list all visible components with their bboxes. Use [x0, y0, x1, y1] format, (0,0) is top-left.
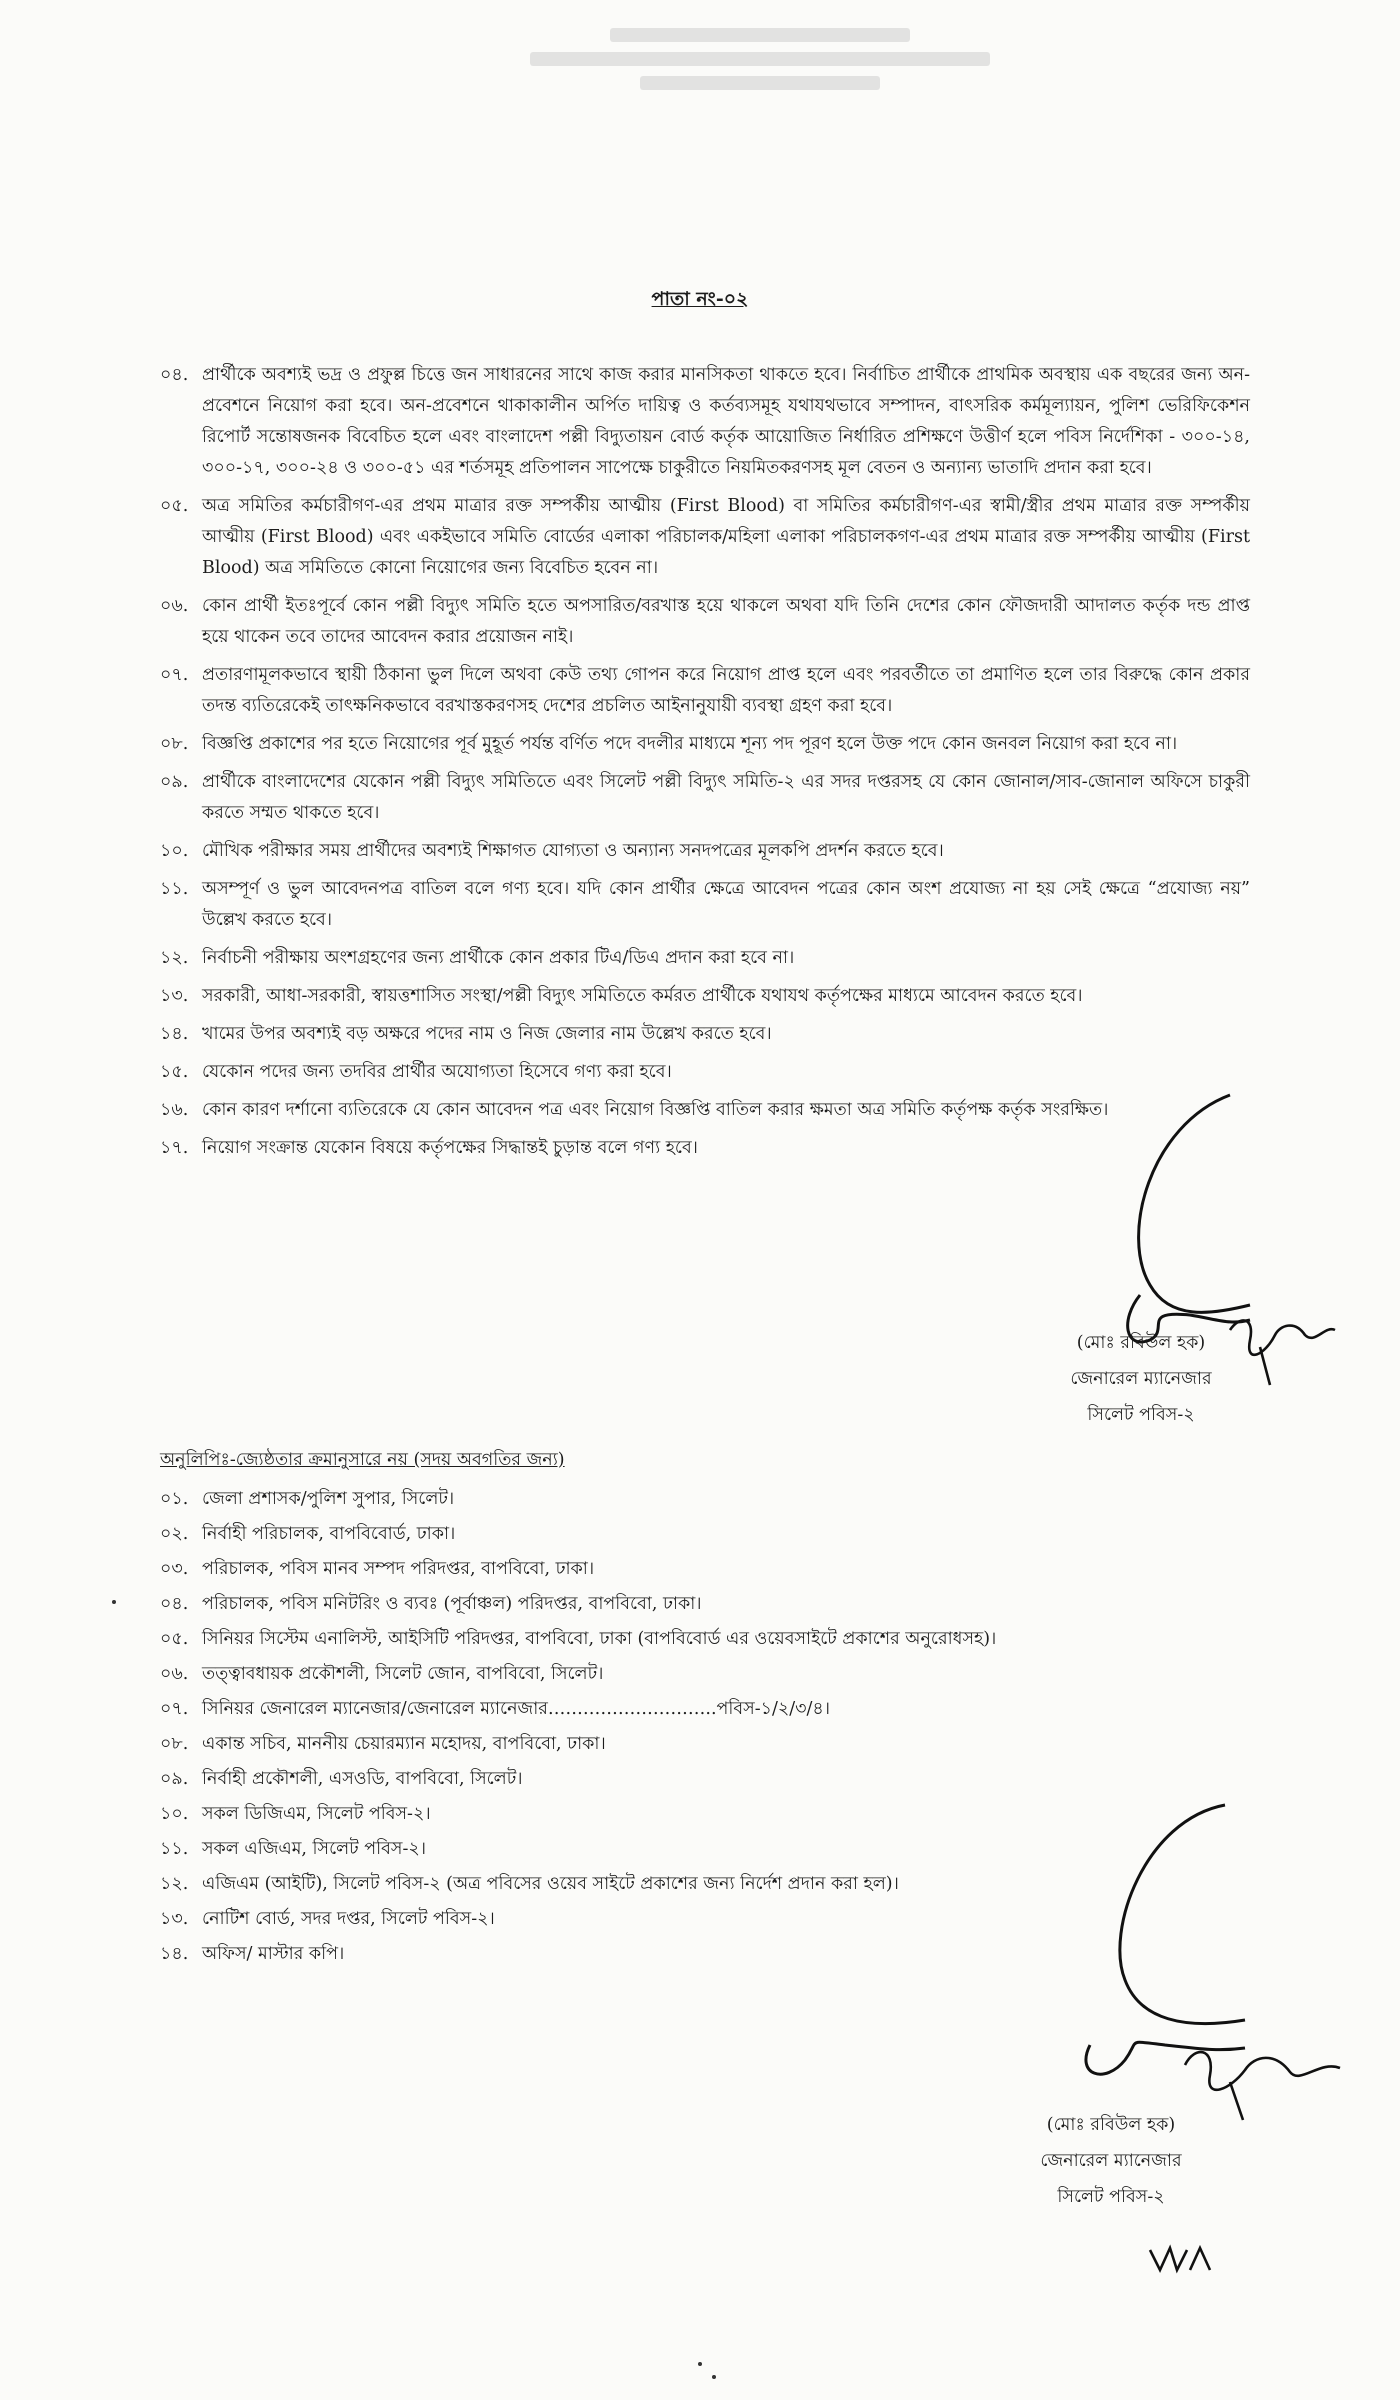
copy-to-number: ০২.: [160, 1524, 189, 1544]
copy-to-number: ০৯.: [160, 1769, 189, 1789]
condition-text: মৌখিক পরীক্ষার সময় প্রার্থীদের অবশ্যই শিক্ষাগত যোগ্যতা ও অন্যান্য সনদপত্রের মূলকপি প্রদর্শন করতে হবে।: [202, 841, 944, 861]
signature-2-svg: [1045, 1790, 1345, 2120]
condition-text: সরকারী, আধা-সরকারী, স্বায়ত্তশাসিত সংস্থা/পল্লী বিদ্যুৎ সমিতিতে কর্মরত প্রার্থীকে যথাযথ কর্তৃপক্ষের মাধ্যমে আবেদন করতে হবে।: [202, 986, 1083, 1006]
signatory-1-title: জেনারেল ম্যানেজার: [1070, 1369, 1212, 1389]
condition-number: ০৪.: [160, 365, 189, 385]
copy-to-item: [160, 1554, 1060, 1585]
copy-to-text: একান্ত সচিব, মাননীয় চেয়ারম্যান মহোদয়, বাপবিবো, ঢাকা।: [202, 1734, 606, 1754]
copy-to-number: ০৭.: [160, 1699, 189, 1719]
copy-to-number: ১১.: [160, 1839, 189, 1859]
copy-to-text: নোটিশ বোর্ড, সদর দপ্তর, সিলেট পবিস-২।: [202, 1909, 495, 1929]
copy-to-text: সিনিয়র সিস্টেম এনালিস্ট, আইসিটি পরিদপ্তর, বাপবিবো, ঢাকা (বাপবিবোর্ড এর ওয়েবসাইটে প্রকাশের অনুরোধসহ)।: [202, 1629, 997, 1649]
condition-text: কোন প্রার্থী ইতঃপূর্বে কোন পল্লী বিদ্যুৎ সমিতি হতে অপসারিত/বরখাস্ত হয়ে থাকলে অথবা যদি তিনি দেশের কোন ফৌজদারী আদালত কর্তৃক দন্ড প্রাপ্ত হয়ে থাকেন তবে তাদের আবেদন করার প্রয়োজন নাই।: [202, 596, 1250, 647]
condition-text: খামের উপর অবশ্যই বড় অক্ষরে পদের নাম ও নিজ জেলার নাম উল্লেখ করতে হবে।: [202, 1024, 772, 1044]
conditions-list: [160, 360, 1250, 1171]
copy-to-item: [160, 1904, 1060, 1935]
condition-text: প্রতারণামূলকভাবে স্থায়ী ঠিকানা ভুল দিলে অথবা কেউ তথ্য গোপন করে নিয়োগ প্রাপ্ত হলে এবং পরবর্তীতে তা প্রমাণিত হলে তার বিরুদ্ধে কোন প্রকার তদন্ত ব্যতিরেকেই তাৎক্ষনিকভাবে বরখাস্তকরণসহ দেশের প্রচলিত আইনানুযায়ী ব্যবস্থা গ্রহণ করা হবে।: [202, 665, 1250, 716]
copy-to-number: ০৫.: [160, 1629, 189, 1649]
condition-text: যেকোন পদের জন্য তদবির প্রার্থীর অযোগ্যতা হিসেবে গণ্য করা হবে।: [202, 1062, 672, 1082]
condition-number: ০৯.: [160, 772, 189, 792]
signatory-2-name: (মোঃ রবিউল হক): [1046, 2115, 1176, 2135]
copy-to-text: পরিচালক, পবিস মনিটরিং ও ব্যবঃ (পূর্বাঞ্চল) পরিদপ্তর, বাপবিবো, ঢাকা।: [202, 1594, 702, 1614]
condition-text: প্রার্থীকে অবশ্যই ভদ্র ও প্রফুল্ল চিত্তে জন সাধারনের সাথে কাজ করার মানসিকতা থাকতে হবে। নির্বাচিত প্রার্থীকে প্রাথমিক অবস্থায় এক বছরের জন্য অন-প্রবেশনে নিয়োগ করা হবে। অন-প্রবেশনে থাকাকালীন অর্পিত দায়িত্ব ও কর্তব্যসমূহ যথাযথভাবে সম্পাদন, বাৎসরিক কর্মমূল্যায়ন, পুলিশ ভেরিফিকেশন রিপোর্ট সন্তোষজনক বিবেচিত হলে এবং বাংলাদেশ পল্লী বিদ্যুতায়ন বোর্ড কর্তৃক আয়োজিত নির্ধারিত প্রশিক্ষণে উত্তীর্ণ হলে পবিস নির্দেশিকা - ৩০০-১৪, ৩০০-১৭, ৩০০-২৪ ও ৩০০-৫১ এর শর্তসমূহ প্রতিপালন সাপেক্ষে চাকুরীতে নিয়মিতকরণসহ মূল বেতন ও অন্যান্য ভাতাদি প্রদান করা হবে।: [202, 365, 1250, 478]
copy-to-item: [160, 1484, 1060, 1515]
scan-speck: [112, 1600, 116, 1604]
initials-drawing: [1145, 2240, 1215, 2280]
condition-number: ১৩.: [160, 986, 189, 1006]
copy-to-text: তত্ত্বাবধায়ক প্রকৌশলী, সিলেট জোন, বাপবিবো, সিলেট।: [202, 1664, 604, 1684]
copy-to-text: নির্বাহী পরিচালক, বাপবিবোর্ড, ঢাকা।: [202, 1524, 456, 1544]
condition-item: [160, 591, 1250, 653]
condition-text: প্রার্থীকে বাংলাদেশের যেকোন পল্লী বিদ্যুৎ সমিতিতে এবং সিলেট পল্লী বিদ্যুৎ সমিতি-২ এর সদর দপ্তরসহ যে কোন জোনাল/সাব-জোনাল অফিসে চাকুরী করতে সম্মত থাকতে হবে।: [202, 772, 1250, 823]
signatory-1-name: (মোঃ রবিউল হক): [1076, 1333, 1206, 1353]
condition-number: ০৭.: [160, 665, 189, 685]
copy-to-item: [160, 1869, 1060, 1900]
initials-svg: [1145, 2240, 1215, 2280]
copy-to-number: ০৬.: [160, 1664, 189, 1684]
signature-2-block: [1006, 2107, 1216, 2215]
copy-to-number: ১২.: [160, 1874, 189, 1894]
condition-text: বিজ্ঞপ্তি প্রকাশের পর হতে নিয়োগের পূর্ব মুহূর্ত পর্যন্ত বর্ণিত পদে বদলীর মাধ্যমে শূন্য পদ পূরণ হলে উক্ত পদে কোন জনবল নিয়োগ করা হবে না।: [202, 734, 1178, 754]
condition-text: অত্র সমিতির কর্মচারীগণ-এর প্রথম মাত্রার রক্ত সম্পর্কীয় আত্মীয় (First Blood) বা সমিতির কর্মচারীগণ-এর স্বামী/স্ত্রীর প্রথম মাত্রার রক্ত সম্পর্কীয় আত্মীয় (First Blood) এবং একইভাবে সমিতি বোর্ডের এলাকা পরিচালক/মহিলা এলাকা পরিচালকগণ-এর প্রথম মাত্রার রক্ত সম্পর্কীয় আত্মীয় (First Blood) অত্র সমিতিতে কোনো নিয়োগের জন্য বিবেচিত হবেন না।: [202, 496, 1250, 578]
copy-to-item: [160, 1519, 1060, 1550]
condition-item: [160, 729, 1250, 760]
condition-number: ১৭.: [160, 1138, 189, 1158]
condition-number: ০৮.: [160, 734, 189, 754]
condition-item: [160, 943, 1250, 974]
condition-text: অসম্পূর্ণ ও ভুল আবেদনপত্র বাতিল বলে গণ্য হবে। যদি কোন প্রার্থীর ক্ষেত্রে আবেদন পত্রের কোন অংশ প্রযোজ্য না হয় সেই ক্ষেত্রে “প্রযোজ্য নয়” উল্লেখ করতে হবে।: [202, 879, 1250, 930]
signatory-2-title: জেনারেল ম্যানেজার: [1040, 2151, 1182, 2171]
copy-to-number: ১৪.: [160, 1944, 189, 1964]
condition-number: ০৫.: [160, 496, 189, 516]
condition-text: কোন কারণ দর্শানো ব্যতিরেকে যে কোন আবেদন পত্র এবং নিয়োগ বিজ্ঞপ্তি বাতিল করার ক্ষমতা অত্র সমিতি কর্তৃপক্ষ কর্তৃক সংরক্ষিত।: [202, 1100, 1109, 1120]
signature-2-drawing: [1045, 1790, 1345, 2120]
signature-1-block: [1036, 1325, 1246, 1433]
copy-to-heading: অনুলিপিঃ-জ্যেষ্ঠতার ক্রমানুসারে নয় (সদয় অবগতির জন্য): [160, 1450, 565, 1470]
copy-to-text: নির্বাহী প্রকৌশলী, এসওডি, বাপবিবো, সিলেট।: [202, 1769, 523, 1789]
faint-letterhead-bleed: [520, 18, 1040, 128]
scan-speck: [698, 2362, 702, 2366]
copy-to-text: অফিস/ মাস্টার কপি।: [202, 1944, 345, 1964]
copy-to-text: সকল ডিজিএম, সিলেট পবিস-২।: [202, 1804, 431, 1824]
copy-to-text: সিনিয়র জেনারেল ম্যানেজার/জেনারেল ম্যানেজার………………………..পবিস-১/২/৩/৪।: [202, 1699, 831, 1719]
signatory-2-org: সিলেট পবিস-২: [1057, 2187, 1165, 2207]
copy-to-item: [160, 1659, 1060, 1690]
scan-speck: [712, 2375, 716, 2379]
condition-item: [160, 660, 1250, 722]
copy-to-item: [160, 1729, 1060, 1760]
copy-to-list: [160, 1484, 1060, 1974]
condition-item: [160, 874, 1250, 936]
condition-number: ১৪.: [160, 1024, 189, 1044]
condition-text: নির্বাচনী পরীক্ষায় অংশগ্রহণের জন্য প্রার্থীকে কোন প্রকার টিএ/ডিএ প্রদান করা হবে না।: [202, 948, 795, 968]
copy-to-text: সকল এজিএম, সিলেট পবিস-২।: [202, 1839, 427, 1859]
condition-text: নিয়োগ সংক্রান্ত যেকোন বিষয়ে কর্তৃপক্ষের সিদ্ধান্তই চুড়ান্ত বলে গণ্য হবে।: [202, 1138, 698, 1158]
copy-to-number: ০৪.: [160, 1594, 189, 1614]
signatory-1-org: সিলেট পবিস-২: [1087, 1405, 1195, 1425]
copy-to-text: জেলা প্রশাসক/পুলিশ সুপার, সিলেট।: [202, 1489, 455, 1509]
copy-to-item: [160, 1624, 1060, 1655]
condition-item: [160, 491, 1250, 584]
copy-to-item: [160, 1589, 1060, 1620]
condition-number: ১১.: [160, 879, 189, 899]
copy-to-number: ০১.: [160, 1489, 189, 1509]
copy-to-number: ০৮.: [160, 1734, 189, 1754]
condition-item: [160, 981, 1250, 1012]
copy-to-item: [160, 1764, 1060, 1795]
page-number: পাতা নং-০২: [651, 288, 749, 310]
condition-item: [160, 1019, 1250, 1050]
copy-to-item: [160, 1694, 1060, 1725]
copy-to-item: [160, 1799, 1060, 1830]
condition-number: ০৬.: [160, 596, 189, 616]
copy-to-item: [160, 1834, 1060, 1865]
copy-to-number: ০৩.: [160, 1559, 189, 1579]
condition-item: [160, 767, 1250, 829]
condition-number: ১০.: [160, 841, 189, 861]
copy-to-item: [160, 1939, 1060, 1970]
condition-item: [160, 1057, 1250, 1088]
copy-to-number: ১৩.: [160, 1909, 189, 1929]
copy-to-number: ১০.: [160, 1804, 189, 1824]
condition-item: [160, 360, 1250, 484]
condition-number: ১৬.: [160, 1100, 189, 1120]
condition-number: ১৫.: [160, 1062, 189, 1082]
condition-number: ১২.: [160, 948, 189, 968]
condition-item: [160, 836, 1250, 867]
copy-to-text: পরিচালক, পবিস মানব সম্পদ পরিদপ্তর, বাপবিবো, ঢাকা।: [202, 1559, 595, 1579]
copy-to-text: এজিএম (আইটি), সিলেট পবিস-২ (অত্র পবিসের ওয়েব সাইটে প্রকাশের জন্য নির্দেশ প্রদান করা হল)।: [202, 1874, 899, 1894]
